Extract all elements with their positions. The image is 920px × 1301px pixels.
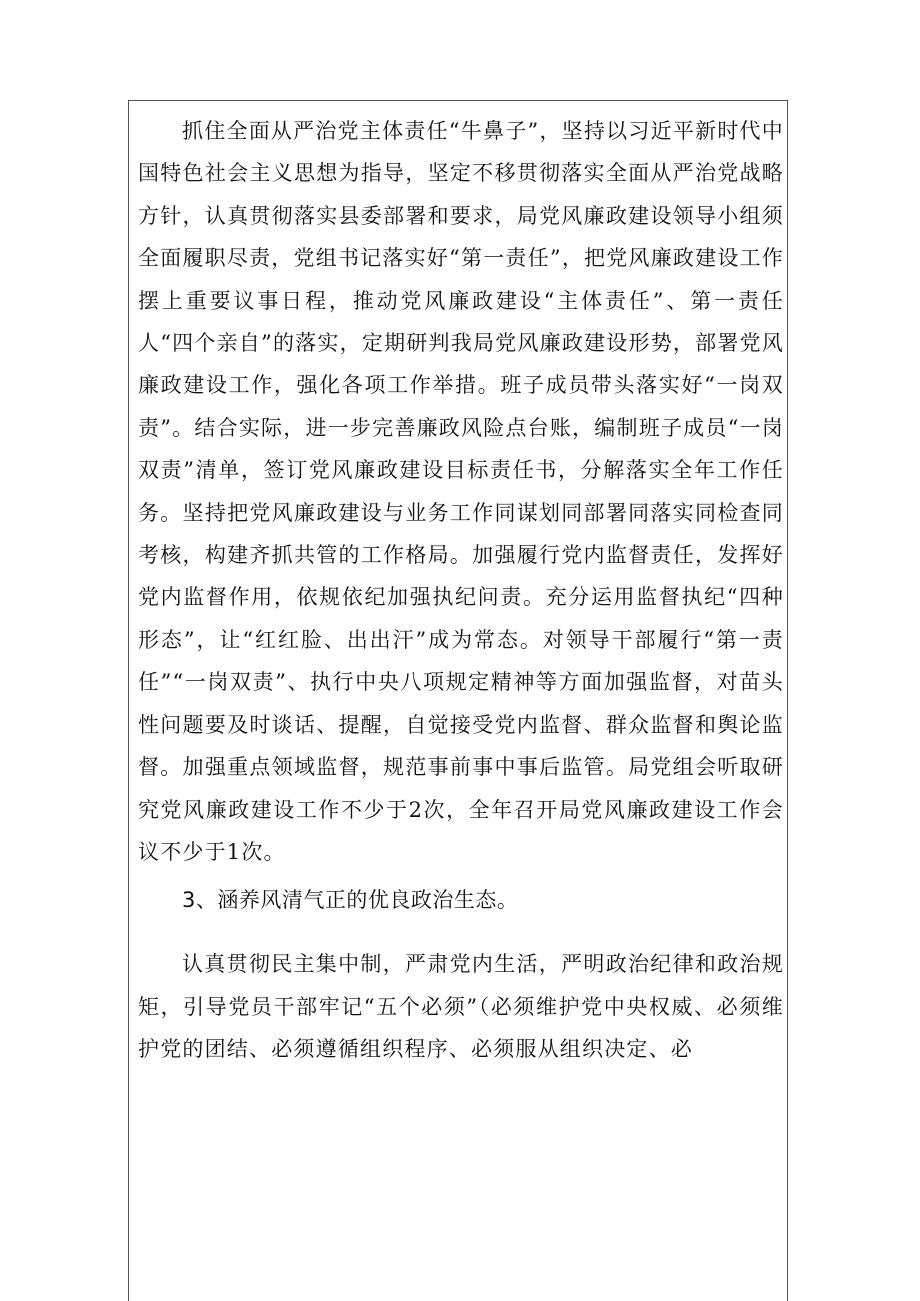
paragraph-democratic-centralism: 认真贯彻民主集中制，严肃党内生活，严明政治纪律和政治规矩，引导党员干部牢记“五个必须”（必须维护党中央权威、必须维护党的团结、必须遵循组织程序、必须服从组织决定、必	[138, 952, 784, 1062]
paragraph-responsibility: 抓住全面从严治党主体责任“牛鼻子”，坚持以习近平新时代中国特色社会主义思想为指导，坚定不移贯彻落实全面从严治党战略方针，认真贯彻落实县委部署和要求，局党风廉政建设领导小组须全面履职尽责，党组书记落实好“第一责任”，把党风廉政建设工作摆上重要议事日程，推动党风廉政建设“主体责任”、第一责任人“四个亲自”的落实，定期研判我局党风廉政建设形势，部署党风廉政建设工作，强化各项工作举措。班子成员带头落实好“一岗双责”。结合实际，进一步完善廉政风险点台账，编制班子成员“一岗双责”清单，签订党风廉政建设目标责任书，分解落实全年工作任务。坚持把党风廉政建设与业务工作同谋划同部署同落实同检查同考核，构建齐抓共管的工作格局。加强履行党内监督责任，发挥好党内监督作用，依规依纪加强执纪问责。充分运用监督执纪“四种形态”，让“红红脸、出出汗”成为常态。对领导干部履行“第一责任”“一岗双责”、执行中央八项规定精神等方面加强监督，对苗头性问题要及时谈话、提醒，自觉接受党内监督、群众监督和舆论监督。加强重点领域监督，规范事前事中事后监管。局党组会听取研究党风廉政建设工作不少于2次，全年召开局党风廉政建设工作会议不少于1次。	[138, 119, 784, 864]
document-body	[138, 110, 784, 1071]
section-heading: 3、涵养风清气正的优良政治生态。	[182, 888, 519, 913]
